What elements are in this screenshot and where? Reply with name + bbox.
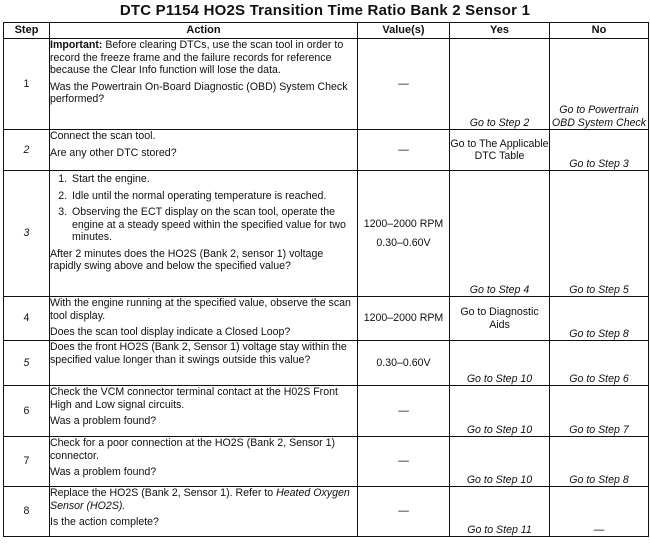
procedure-list xyxy=(50,173,357,244)
action-cell xyxy=(50,171,358,297)
no-goto-link[interactable]: Go to Step 5 xyxy=(550,171,649,297)
header-yes: Yes xyxy=(450,23,550,39)
action-cell xyxy=(50,39,358,130)
action-instruction: Replace the HO2S (Bank 2, Sensor 1). Refer to xyxy=(50,487,277,499)
action-question: Are any other DTC stored? xyxy=(50,146,177,159)
important-label: Important: xyxy=(50,39,103,51)
action-text xyxy=(50,487,357,512)
value-cell: — xyxy=(358,487,450,537)
no-goto-link[interactable]: Go to Step 3 xyxy=(550,130,649,171)
step-number: 4 xyxy=(4,297,50,341)
action-text: With the engine running at the specified value, observe the scan tool display. xyxy=(50,297,351,322)
action-cell xyxy=(50,386,358,437)
action-question: Does the scan tool display indicate a Closed Loop? xyxy=(50,326,291,338)
table-row xyxy=(4,341,649,386)
step-number: 1 xyxy=(4,39,50,130)
value-cell: — xyxy=(358,130,450,171)
action-text: Check for a poor connection at the HO2S (Bank 2, Sensor 1) connector. xyxy=(50,437,336,462)
yes-goto-link[interactable]: Go to Step 10 xyxy=(450,386,550,437)
value-cell: 0.30–0.60V xyxy=(358,341,450,386)
action-text xyxy=(50,39,357,77)
value-cell: — xyxy=(358,39,450,130)
document-title: DTC P1154 HO2S Transition Time Ratio Bank 2 Sensor 1 xyxy=(119,2,531,19)
step-number: 6 xyxy=(4,386,50,437)
value-cell: 1200–2000 RPM xyxy=(358,297,450,341)
important-text: Before clearing DTCs, use the scan tool in order to record the freeze frame and the failure records for reference because the Clear Info function will lose the data. xyxy=(50,39,344,76)
action-question: After 2 minutes does the HO2S (Bank 2, sensor 1) voltage rapidly swing above and below the specified value? xyxy=(50,247,324,272)
table-row xyxy=(4,487,649,537)
yes-goto-link[interactable]: Go to The Applicable DTC Table xyxy=(450,130,550,171)
header-step: Step xyxy=(4,23,50,39)
action-question: Is the action complete? xyxy=(50,516,159,528)
action-question: Was the Powertrain On-Board Diagnostic (OBD) System Check performed? xyxy=(50,80,348,105)
table-row xyxy=(4,386,649,437)
table-row xyxy=(4,437,649,487)
no-value: — xyxy=(550,487,649,537)
step-number: 3 xyxy=(4,171,50,297)
yes-goto-link[interactable]: Go to Step 10 xyxy=(450,341,550,386)
action-cell xyxy=(50,341,358,386)
table-row xyxy=(4,130,649,171)
header-values: Value(s) xyxy=(358,23,450,39)
value-cell xyxy=(358,171,450,297)
action-cell xyxy=(50,437,358,487)
value-cell: — xyxy=(358,386,450,437)
yes-goto-link[interactable]: Go to Step 10 xyxy=(450,437,550,487)
header-action: Action xyxy=(50,23,358,39)
reference-link[interactable]: Heated Oxygen Sensor (HO2S). xyxy=(50,487,350,512)
action-cell xyxy=(50,297,358,341)
step-number: 5 xyxy=(4,341,50,386)
header-no: No xyxy=(550,23,649,39)
yes-goto-link[interactable]: Go to Step 11 xyxy=(450,487,550,537)
list-item: 3. Observing the ECT display on the scan tool, operate the engine at a steady speed within the specified value for two minutes. xyxy=(70,206,357,244)
action-text: Check the VCM connector terminal contact at the H02S Front High and Low signal circuits. xyxy=(50,386,338,411)
step-number: 7 xyxy=(4,437,50,487)
yes-goto-link[interactable]: Go to Diagnostic Aids xyxy=(450,297,550,341)
action-text: Connect the scan tool. xyxy=(50,130,156,142)
yes-goto-link[interactable]: Go to Step 2 xyxy=(450,39,550,130)
no-goto-link[interactable]: Go to Powertrain OBD System Check xyxy=(550,39,649,130)
list-item: 1. Start the engine. xyxy=(70,173,357,186)
value-cell: — xyxy=(358,437,450,487)
action-question: Does the front HO2S (Bank 2, Sensor 1) voltage stay within the specified value longer than it swings outside this value? xyxy=(50,341,347,366)
yes-goto-link[interactable]: Go to Step 4 xyxy=(450,171,550,297)
no-goto-link[interactable]: Go to Step 8 xyxy=(550,437,649,487)
no-goto-link[interactable]: Go to Step 7 xyxy=(550,386,649,437)
value-rpm: 1200–2000 RPM xyxy=(363,217,444,230)
diagnostic-table xyxy=(3,22,649,537)
step-number: 8 xyxy=(4,487,50,537)
table-header-row xyxy=(4,23,649,39)
table-row xyxy=(4,171,649,297)
action-cell xyxy=(50,487,358,537)
action-question: Was a problem found? xyxy=(50,415,157,427)
no-goto-link[interactable]: Go to Step 6 xyxy=(550,341,649,386)
no-goto-link[interactable]: Go to Step 8 xyxy=(550,297,649,341)
value-voltage: 0.30–0.60V xyxy=(376,237,431,249)
action-question: Was a problem found? xyxy=(50,466,157,478)
table-row xyxy=(4,39,649,130)
action-cell xyxy=(50,130,358,171)
step-number: 2 xyxy=(4,130,50,171)
table-row xyxy=(4,297,649,341)
list-item: 2. Idle until the normal operating temperature is reached. xyxy=(70,190,357,203)
